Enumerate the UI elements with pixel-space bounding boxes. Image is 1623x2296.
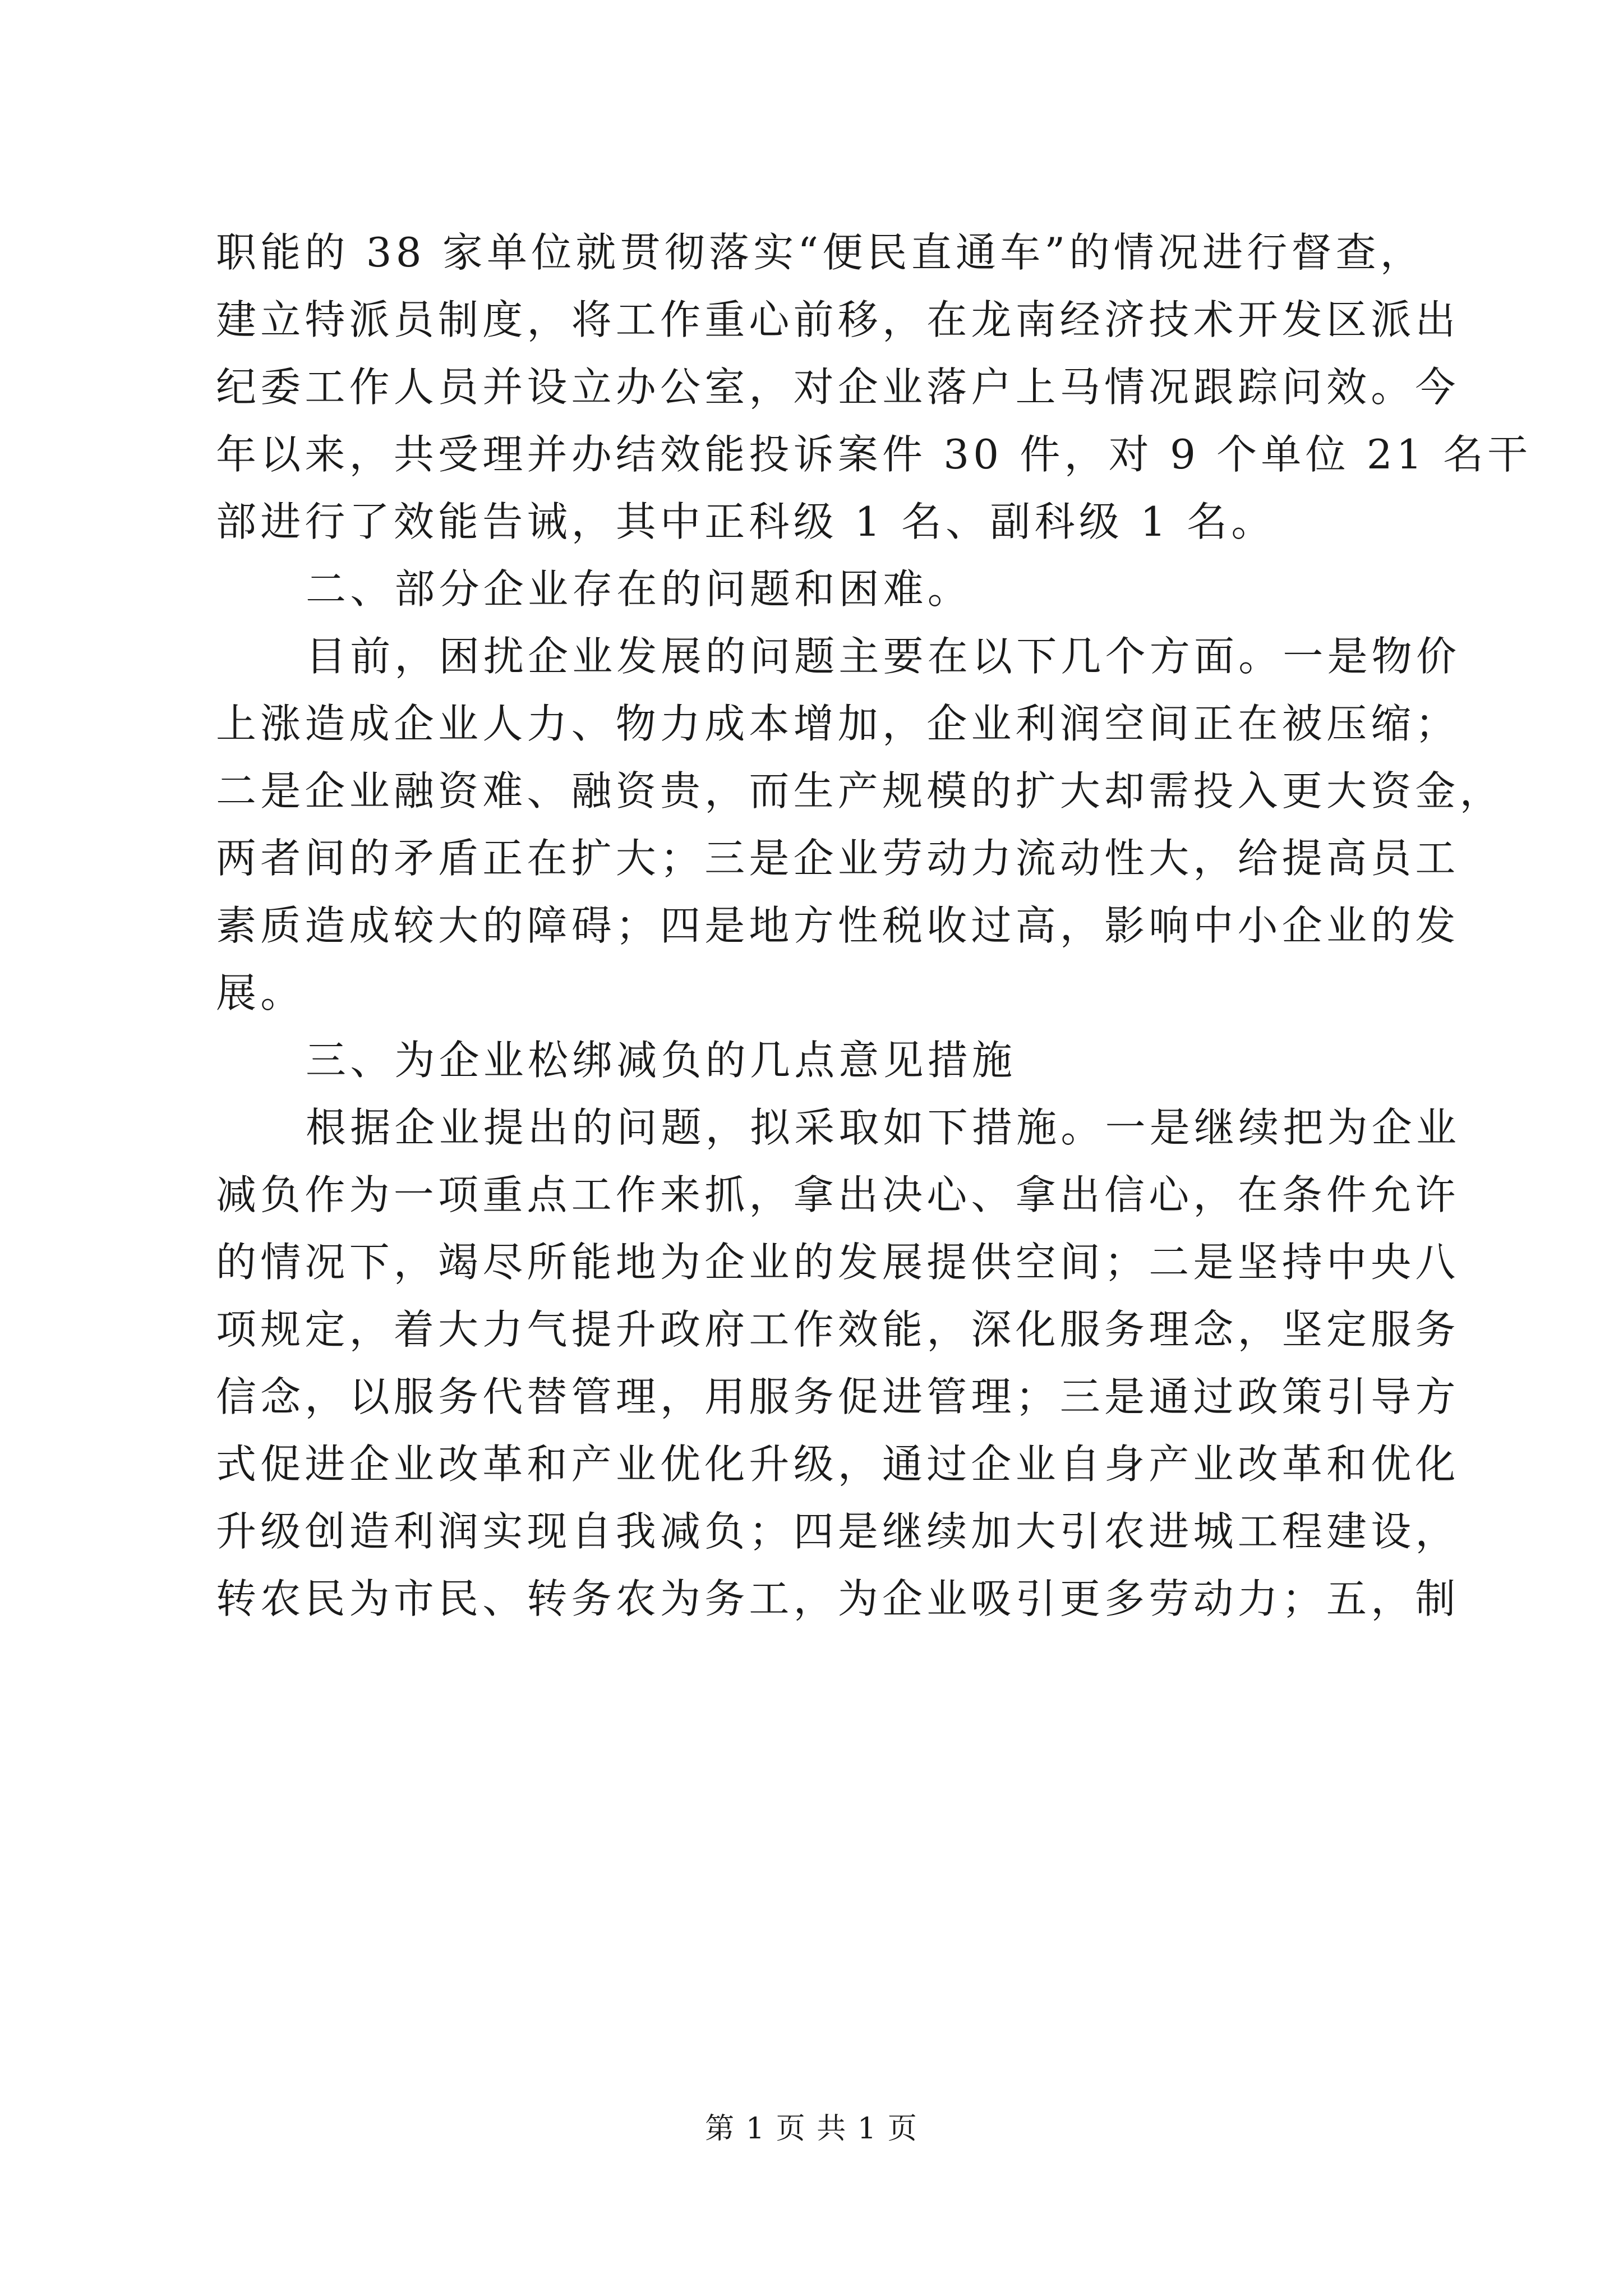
section-heading: 二、部分企业存在的问题和困难。 bbox=[306, 565, 972, 613]
body-line: 纪委工作人员并设立办公室，对企业落户上马情况跟踪问效。今 bbox=[216, 364, 1460, 411]
body-line: 的情况下，竭尽所能地为企业的发展提供空间；二是坚持中央八 bbox=[216, 1239, 1460, 1286]
body-line: 上涨造成企业人力、物力成本增加，企业利润空间正在被压缩； bbox=[216, 700, 1460, 747]
page-number-label: 第 1 页 共 1 页 bbox=[705, 2112, 918, 2146]
body-line: 展。 bbox=[216, 969, 305, 1016]
body-line: 年以来，共受理并办结效能投诉案件 30 件，对 9 个单位 21 名干 bbox=[216, 431, 1532, 478]
document-body bbox=[216, 219, 1532, 1632]
body-line: 二是企业融资难、融资贵，而生产规模的扩大却需投入更大资金， bbox=[216, 767, 1504, 815]
body-line: 根据企业提出的问题，拟采取如下措施。一是继续把为企业 bbox=[306, 1104, 1461, 1151]
body-line: 职能的 38 家单位就贯彻落实“便民直通车”的情况进行督查， bbox=[216, 229, 1425, 276]
body-line: 目前，困扰企业发展的问题主要在以下几个方面。一是物价 bbox=[306, 633, 1461, 680]
body-line: 升级创造利润实现自我减负；四是继续加大引农进城工程建设， bbox=[216, 1508, 1460, 1555]
body-line: 转农民为市民、转务农为务工，为企业吸引更多劳动力；五，制 bbox=[216, 1575, 1460, 1622]
body-line: 减负作为一项重点工作来抓，拿出决心、拿出信心，在条件允许 bbox=[216, 1171, 1460, 1218]
body-line: 部进行了效能告诫，其中正科级 1 名、副科级 1 名。 bbox=[216, 498, 1276, 545]
section-heading: 三、为企业松绑减负的几点意见措施 bbox=[306, 1037, 1017, 1084]
body-line: 项规定，着大力气提升政府工作效能，深化服务理念，坚定服务 bbox=[216, 1306, 1460, 1353]
body-line: 式促进企业改革和产业优化升级，通过企业自身产业改革和优化 bbox=[216, 1441, 1460, 1488]
body-line: 两者间的矛盾正在扩大；三是企业劳动力流动性大，给提高员工 bbox=[216, 835, 1460, 882]
body-line: 建立特派员制度，将工作重心前移，在龙南经济技术开发区派出 bbox=[216, 296, 1460, 343]
page-footer bbox=[0, 2106, 1623, 2151]
body-line: 信念，以服务代替管理，用服务促进管理；三是通过政策引导方 bbox=[216, 1373, 1460, 1420]
body-line: 素质造成较大的障碍；四是地方性税收过高，影响中小企业的发 bbox=[216, 902, 1460, 949]
